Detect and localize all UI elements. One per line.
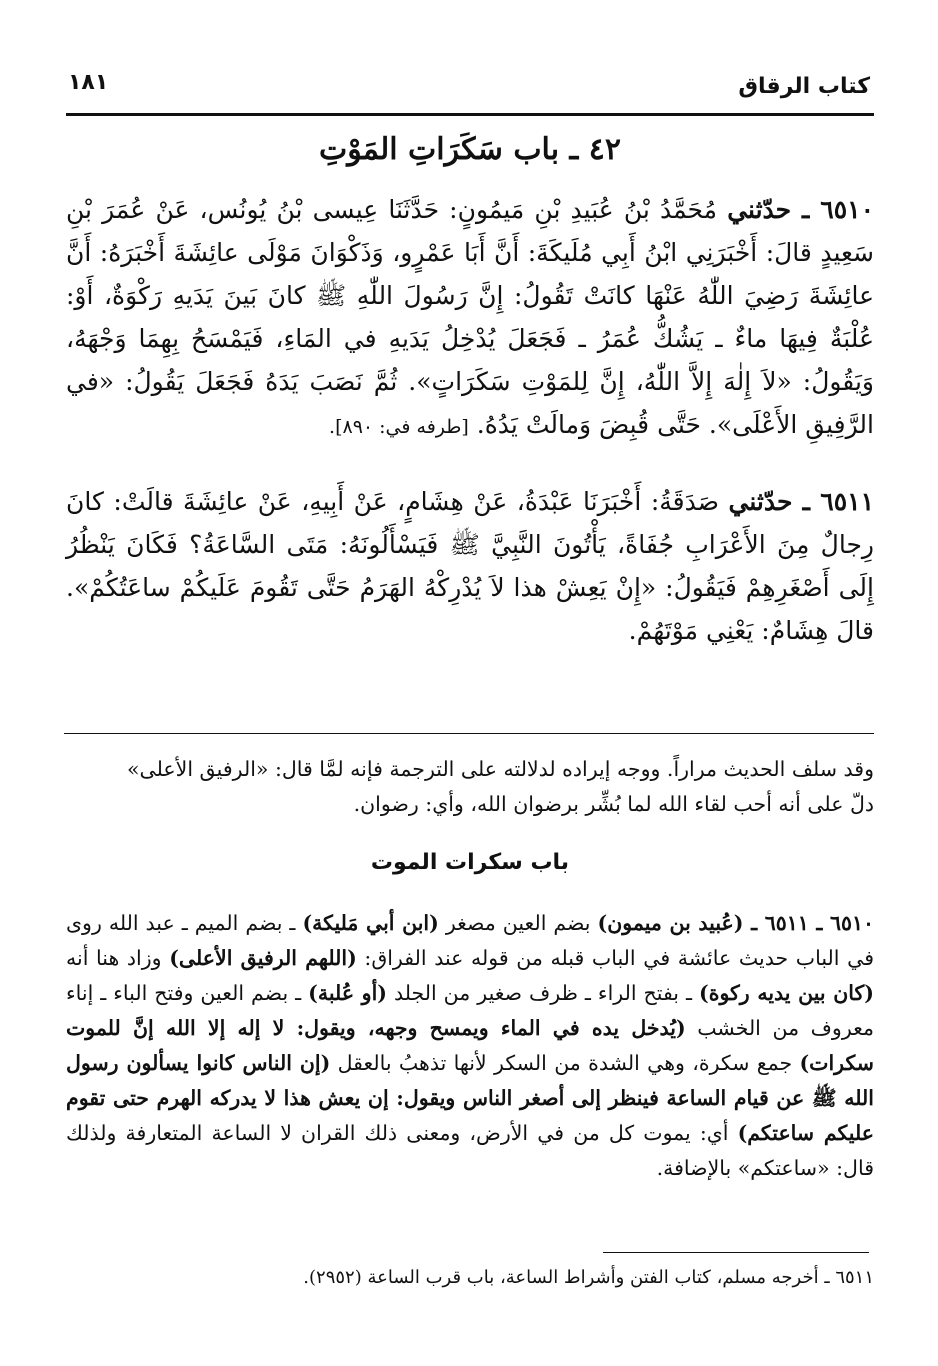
commentary-text: وزاد هنا أنه <box>66 946 170 970</box>
hadith-6510 <box>66 188 874 449</box>
commentary-quote: (اللهم الرفيق الأعلى) <box>169 946 357 970</box>
commentary-quote: (ابن أبي مَليكة) <box>302 911 439 935</box>
hadith-dash: ـ <box>791 195 821 224</box>
commentary-quote: (كان بين يديه ركوة) <box>699 981 874 1005</box>
hadith-dash: ـ <box>792 487 821 516</box>
hadith-number: ٦٥١٠ <box>820 195 874 224</box>
commentary-intro <box>66 752 874 822</box>
hadith-number: ٦٥١١ <box>820 487 874 516</box>
commentary-section-title: باب سكرات الموت <box>370 850 570 875</box>
hadith-narrator-word: حدّثني <box>728 487 793 516</box>
page-number: ١٨١ <box>68 70 109 95</box>
commentary-text: ـ بضم العين وفتح الباء ـ إناء معروف من الخشب <box>66 981 874 1040</box>
commentary-quote: (عُبيد بن ميمون) <box>597 911 744 935</box>
commentary-line: دلّ على أنه أحب لقاء الله لما بُشِّر برضوان الله، وأي: رضوان. <box>353 792 874 816</box>
commentary-quote: (أو عُلبة) <box>308 981 387 1005</box>
hadith-text: مُحَمَّدُ بْنُ عُبَيدِ بْنِ مَيمُونٍ: حَدَّثَنَا عِيسى بْنُ يُونُس، عَنْ عُمَرَ بْنِ سَعِيدٍ قالَ: أَخْبَرَنِي ابْنُ أَبِي مُلَيكَةَ: أَنَّ أَبَا عَمْرٍو، وَذَكْوَانَ مَوْلَى عائِشَةَ أَخْبَرَهُ: أَنَّ عائِشَةَ رَضِيَ اللّٰهُ عَنْهَا كانَتْ تَقُولُ: إِنَّ رَسُولَ اللّٰهِ ﷺ كانَ بَينَ يَدَيهِ رَكْوَةٌ، أَوْ: عُلْبَةٌ فِيهَا ماءٌ ـ يَشُكُّ عُمَرُ ـ فَجَعَلَ يُدْخِلُ يَدَيهِ في المَاءِ، فَيَمْسَحُ بِهِمَا وَجْهَهُ، وَيَقُولُ: «لاَ إِلٰهَ إِلاَّ اللّٰهُ، إِنَّ لِلمَوْتِ سَكَرَاتٍ». ثُمَّ نَصَبَ يَدَهُ فَجَعَلَ يَقُولُ: «في الرَّفِيقِ الأَعْلَى». حَتَّى قُبِضَ وَمالَتْ يَدُهُ. <box>66 195 875 439</box>
commentary-text: أي: يموت كل من في الأرض، ومعنى ذلك القران لا الساعة المتعارفة ولذلك قال: «ساعتكم» بالإضافة. <box>66 1121 874 1180</box>
footnote-divider <box>603 1252 869 1253</box>
hadith-text: صَدَقَةُ: أَخْبَرَنَا عَبْدَةُ، عَنْ هِشَامٍ، عَنْ أَبِيهِ، عَنْ عائِشَةَ قالَتْ: كانَ رِجالٌ مِنَ الأَعْرَابِ جُفَاةً، يَأْتُونَ النَّبِيَّ ﷺ فَيَسْأَلُونَهُ: مَتَى السَّاعَةُ؟ فَكَانَ يَنْظُرُ إِلَى أَصْغَرِهِمْ فَيَقُولُ: «إِنْ يَعِشْ هذا لاَ يُدْرِكْهُ الهَرَمُ حَتَّى تَقُومَ عَلَيكُمْ ساعَتُكُمْ». قالَ هِشَامٌ: يَعْنِي مَوْتَهُمْ. <box>66 487 874 645</box>
commentary-text: بضم العين مصغر <box>438 911 598 935</box>
commentary-line: وقد سلف الحديث مراراً. ووجه إيراده لدلالته على الترجمة فإنه لمَّا قال: «الرفيق الأعلى» <box>127 757 874 781</box>
hadith-narrator-word: حدّثني <box>727 195 792 224</box>
running-header-book-title: كتاب الرقاق <box>738 74 870 99</box>
commentary-quote: (يُدخل يده في الماء ويمسح وجهه، ويقول: لا إله إلا الله إنَّ للموت سكرات) <box>66 1016 874 1075</box>
commentary-text: ـ بضم الميم ـ عبد الله روى في الباب حديث عائشة في الباب قبله من قوله عند الفراق: <box>66 911 875 970</box>
footnote: ٦٥١١ ـ أخرجه مسلم، كتاب الفتن وأشراط الساعة، باب قرب الساعة (٢٩٥٢). <box>303 1267 874 1288</box>
chapter-title: ٤٢ ـ باب سَكَرَاتِ المَوْتِ <box>319 132 621 167</box>
hadith-6511 <box>66 480 874 652</box>
commentary-body <box>66 906 874 1186</box>
hadith-cross-reference: [طرفه في: ٨٩٠]. <box>329 416 469 438</box>
commentary-divider <box>64 733 874 734</box>
header-divider <box>66 113 874 116</box>
commentary-text: جمع سكرة، وهي الشدة من السكر لأنها تذهبُ بالعقل <box>330 1051 800 1075</box>
commentary-hadith-numbers: ٦٥١٠ ـ ٦٥١١ ـ <box>743 911 875 935</box>
commentary-quote: (إن الناس كانوا يسألون رسول الله ﷺ عن قيام الساعة فينظر إلى أصغر الناس ويقول: إن يعش هذا لا يدركه الهرم حتى تقوم عليكم ساعتكم) <box>66 1051 874 1145</box>
commentary-text: ـ بفتح الراء ـ ظرف صغير من الجلد <box>386 981 700 1005</box>
